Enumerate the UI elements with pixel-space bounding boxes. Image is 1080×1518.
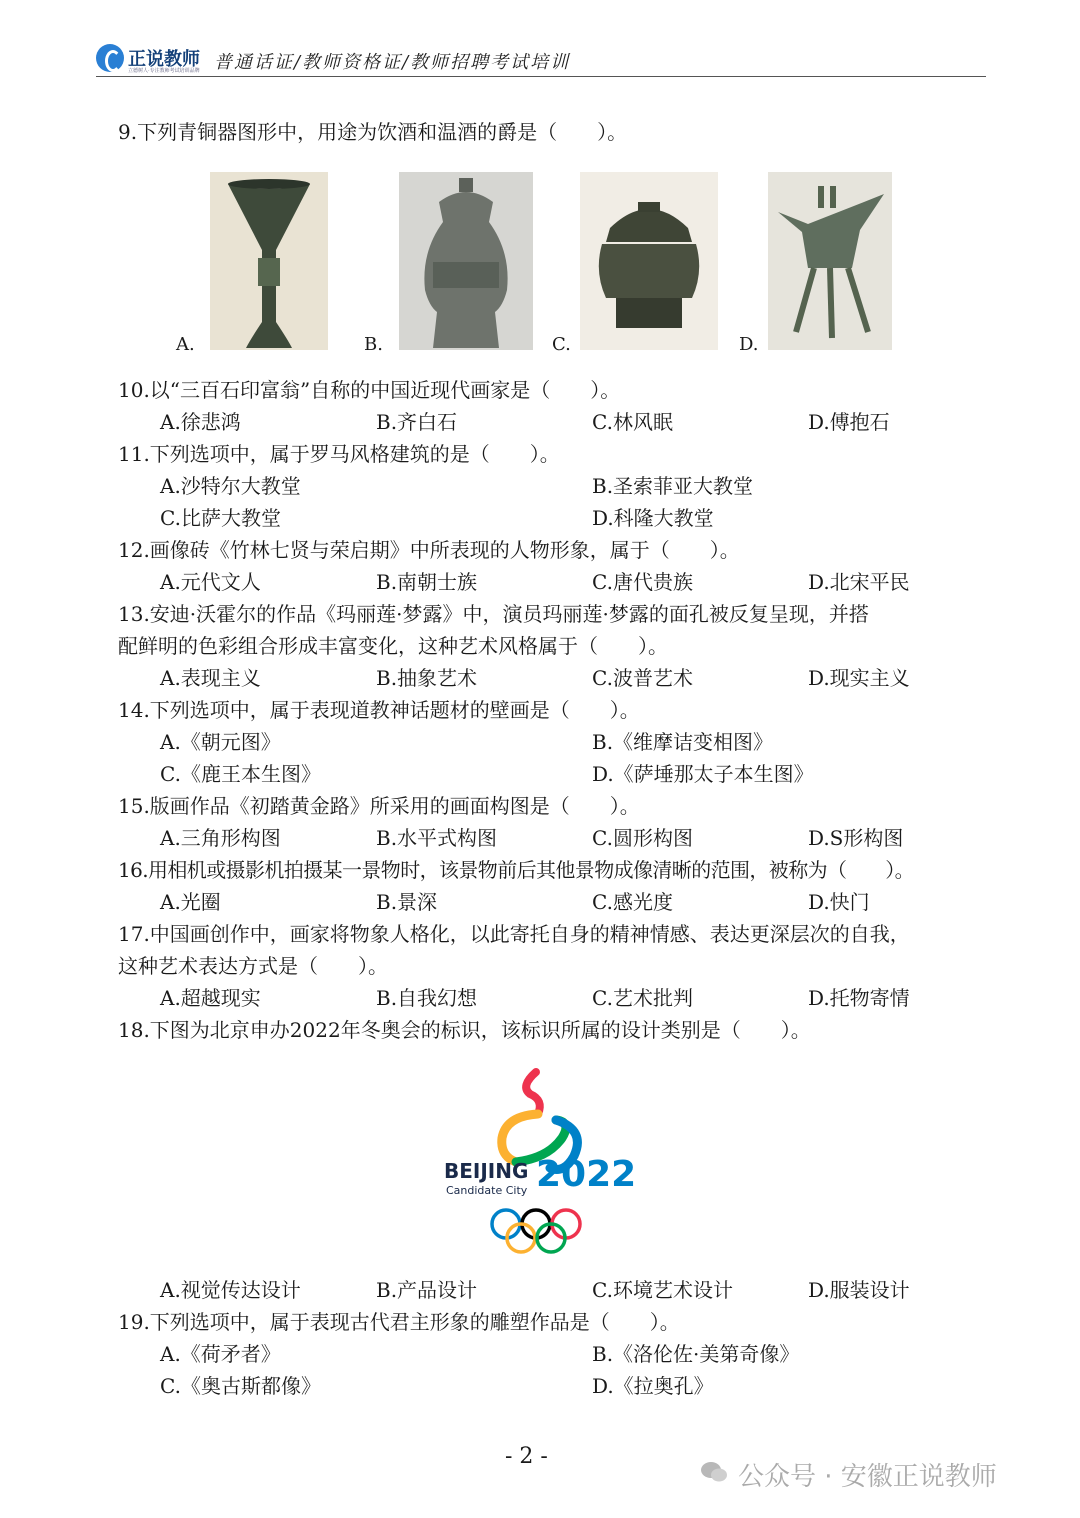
header-divider [96, 76, 986, 77]
q15-option-b: B.水平式构图 [376, 826, 498, 850]
q9-option-d-label: D. [739, 334, 759, 355]
question-17-stem-line1: 17.中国画创作中，画家将物象人格化，以此寄托自身的精神情感、表达更深层次的自我， [118, 922, 910, 946]
q12-option-c: C.唐代贵族 [592, 570, 693, 594]
q14-option-a: A.《朝元图》 [160, 730, 281, 754]
watermark-text: 公众号 · 安徽正说教师 [738, 1462, 997, 1492]
q15-option-d: D.S形构图 [808, 826, 904, 850]
q11-option-b: B.圣索菲亚大教堂 [592, 474, 754, 498]
q19-option-a: A.《荷矛者》 [160, 1342, 281, 1366]
q19-option-c: C.《奥古斯都像》 [160, 1374, 321, 1398]
q16-option-d: D.快门 [808, 890, 870, 914]
page-header [96, 40, 986, 80]
brand-name: 正说教师 [128, 49, 200, 69]
q13-option-d: D.现实主义 [808, 666, 910, 690]
q18-option-d: D.服装设计 [808, 1278, 910, 1302]
q10-option-c: C.林风眠 [592, 410, 673, 434]
question-13-stem-line2: 配鲜明的色彩组合形成丰富变化，这种艺术风格属于（ ）。 [118, 634, 668, 658]
q18-option-a: A.视觉传达设计 [160, 1278, 301, 1302]
watermark [700, 1456, 1060, 1492]
bronze-fangyi-vessel-image [580, 172, 718, 350]
q9-option-c-label: C. [552, 334, 571, 355]
q15-option-c: C.圆形构图 [592, 826, 693, 850]
q10-option-a: A.徐悲鸿 [160, 410, 241, 434]
page-number: - 2 - [505, 1444, 548, 1469]
bronze-zun-vessel-image [399, 172, 533, 350]
q12-option-b: B.南朝士族 [376, 570, 478, 594]
q18-option-b: B.产品设计 [376, 1278, 478, 1302]
q16-option-c: C.感光度 [592, 890, 673, 914]
question-10-stem: 10.以“三百石印富翁”自称的中国近现代画家是（ ）。 [118, 378, 621, 402]
logo-word-candidate: Candidate City [446, 1184, 528, 1197]
q9-option-b-label: B. [364, 334, 383, 355]
q11-option-c: C.比萨大教堂 [160, 506, 281, 530]
q14-option-c: C.《鹿王本生图》 [160, 762, 321, 786]
question-13-stem-line1: 13.安迪·沃霍尔的作品《玛丽莲·梦露》中，演员玛丽莲·梦露的面孔被反复呈现，并搭 [118, 602, 869, 626]
q12-option-d: D.北宋平民 [808, 570, 910, 594]
q14-option-d: D.《萨埵那太子本生图》 [592, 762, 814, 786]
q9-option-a-label: A. [176, 334, 195, 355]
question-17-stem-line2: 这种艺术表达方式是（ ）。 [118, 954, 388, 978]
q13-option-a: A.表现主义 [160, 666, 261, 690]
q16-option-b: B.景深 [376, 890, 438, 914]
q18-option-c: C.环境艺术设计 [592, 1278, 733, 1302]
q15-option-a: A.三角形构图 [160, 826, 281, 850]
q19-option-b: B.《洛伦佐·美第奇像》 [592, 1342, 800, 1366]
q17-option-a: A.超越现实 [160, 986, 261, 1010]
q11-option-d: D.科隆大教堂 [592, 506, 714, 530]
question-11-stem: 11.下列选项中，属于罗马风格建筑的是（ ）。 [118, 442, 560, 466]
q19-option-d: D.《拉奥孔》 [592, 1374, 714, 1398]
bronze-gu-vessel-image [210, 172, 328, 350]
brand-subtitle: 立德树人·专注教师考试培训品牌 [128, 68, 200, 74]
header-title: 普通话证/教师资格证/教师招聘考试培训 [214, 52, 571, 73]
question-16-stem: 16.用相机或摄影机拍摄某一景物时，该景物前后其他景物成像清晰的范围，被称为（ ）。 [118, 858, 915, 882]
q17-option-c: C.艺术批判 [592, 986, 693, 1010]
question-12-stem: 12.画像砖《竹林七贤与荣启期》中所表现的人物形象，属于（ ）。 [118, 538, 740, 562]
q10-option-d: D.傅抱石 [808, 410, 890, 434]
bronze-jue-vessel-image [768, 172, 892, 350]
q16-option-a: A.光圈 [160, 890, 221, 914]
logo-word-beijing: BEIJING [444, 1159, 529, 1183]
q17-option-b: B.自我幻想 [376, 986, 478, 1010]
question-14-stem: 14.下列选项中，属于表现道教神话题材的壁画是（ ）。 [118, 698, 640, 722]
q17-option-d: D.托物寄情 [808, 986, 910, 1010]
q13-option-b: B.抽象艺术 [376, 666, 478, 690]
question-15-stem: 15.版画作品《初踏黄金路》所采用的画面构图是（ ）。 [118, 794, 640, 818]
question-19-stem: 19.下列选项中，属于表现古代君主形象的雕塑作品是（ ）。 [118, 1310, 680, 1334]
brand-logo-icon [96, 44, 124, 72]
wechat-icon [700, 1460, 728, 1484]
beijing-2022-candidate-logo [436, 1064, 636, 1254]
logo-year: 2022 [536, 1154, 636, 1195]
q12-option-a: A.元代文人 [160, 570, 261, 594]
q13-option-c: C.波普艺术 [592, 666, 693, 690]
question-9-stem: 9.下列青铜器图形中，用途为饮酒和温酒的爵是（ ）。 [118, 120, 628, 144]
q14-option-b: B.《维摩诘变相图》 [592, 730, 774, 754]
q10-option-b: B.齐白石 [376, 410, 458, 434]
q11-option-a: A.沙特尔大教堂 [160, 474, 301, 498]
question-18-stem: 18.下图为北京申办2022年冬奥会的标识，该标识所属的设计类别是（ ）。 [118, 1018, 811, 1042]
